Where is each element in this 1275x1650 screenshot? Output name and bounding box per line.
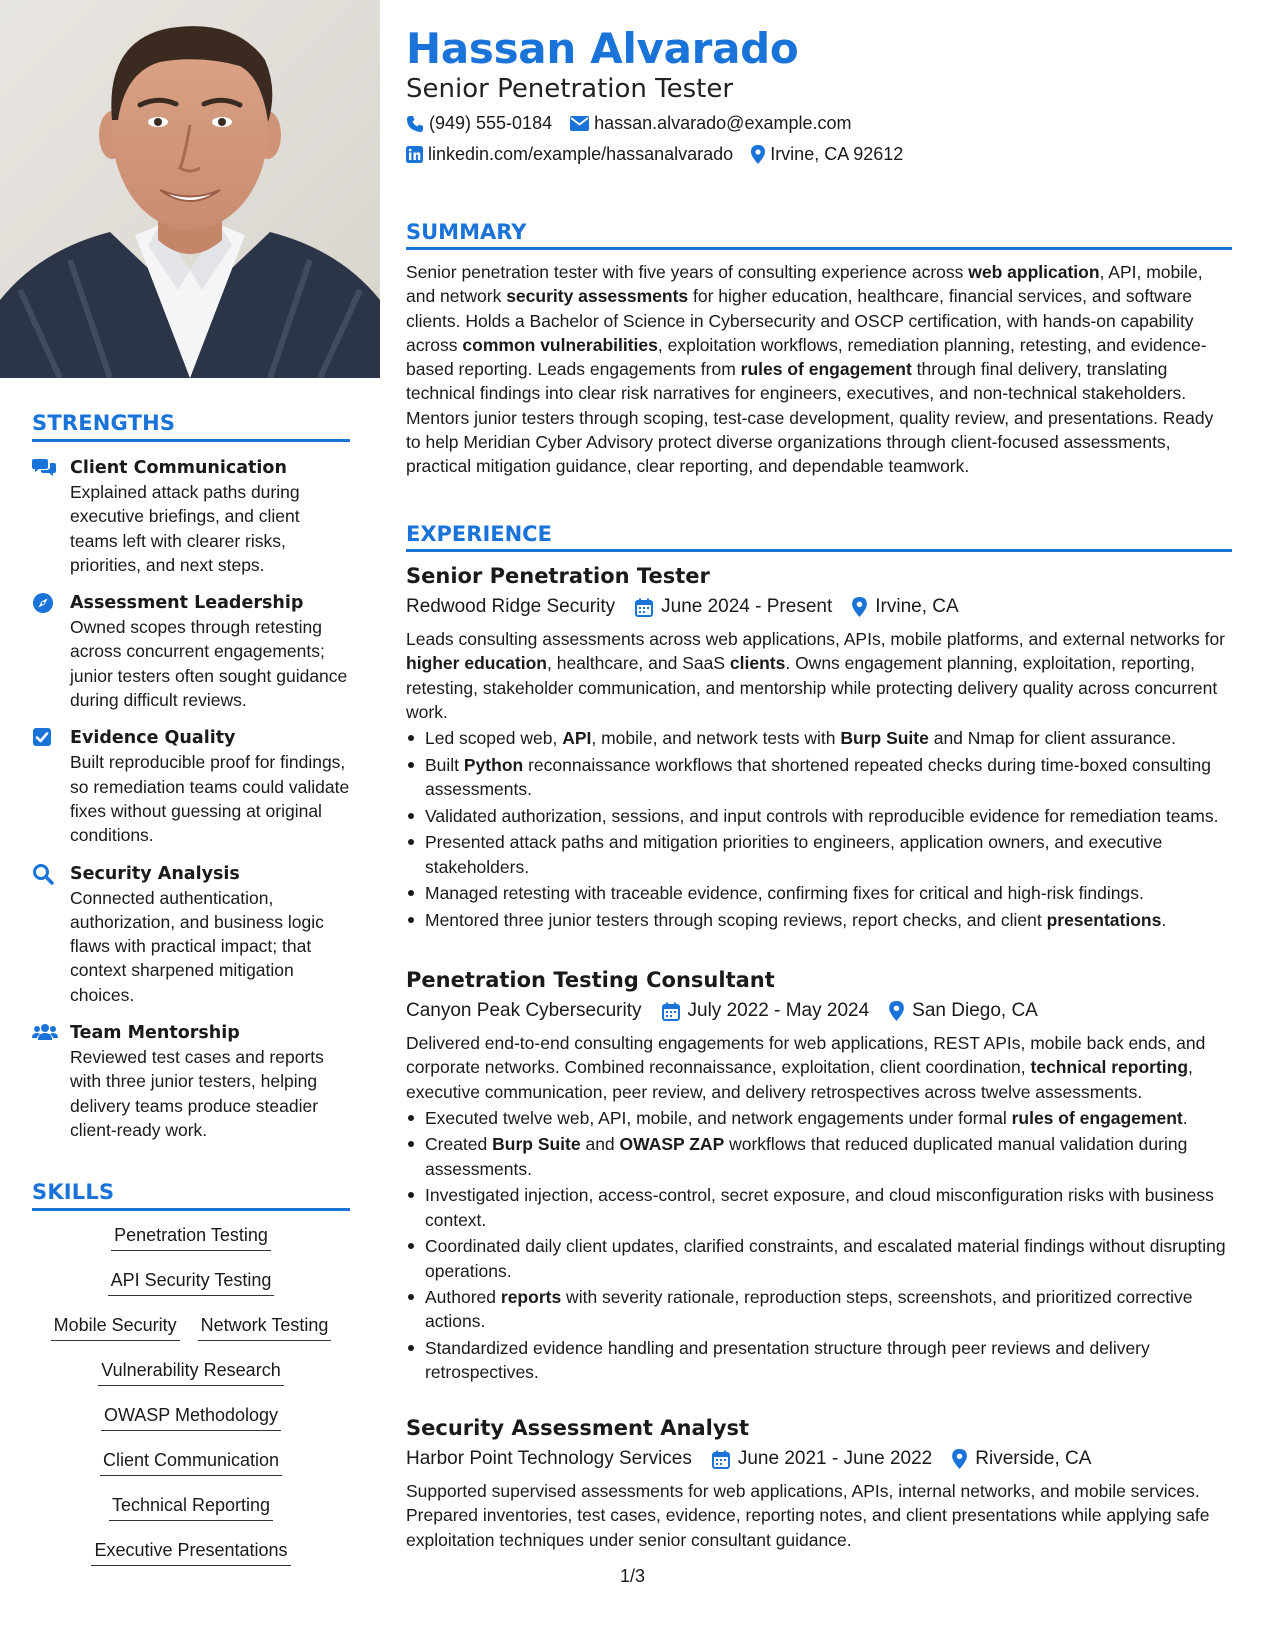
skills-list bbox=[32, 1223, 350, 1583]
phone-text[interactable]: (949) 555-0184 bbox=[429, 113, 553, 133]
skill-tag: Mobile Security bbox=[51, 1313, 180, 1341]
map-pin-icon bbox=[952, 1449, 967, 1469]
linkedin-icon bbox=[406, 146, 423, 163]
strengths-heading: STRENGTHS bbox=[32, 411, 350, 442]
skills-heading: SKILLS bbox=[32, 1180, 350, 1211]
job-description: Supported supervised assessments for web applications, APIs, internal networks, and mobile services. Prepared inventories, test cases, evidence, reporting notes, and client presentations while applying safe exploitation techniques under senior consultant guidance. bbox=[406, 1481, 1210, 1550]
strengths-section bbox=[32, 411, 350, 1142]
skill-tag: Executive Presentations bbox=[91, 1538, 290, 1566]
job-description: Delivered end-to-end consulting engagements for web applications, REST APIs, mobile back ends, and corporate networks. Combined reconnaissance, exploitation, client coordination, technical reporting, executive communication, peer review, and delivery retrospectives across twelve assessments. bbox=[406, 1033, 1206, 1102]
search-icon bbox=[32, 863, 56, 885]
strength-item bbox=[32, 591, 350, 712]
calendar-icon bbox=[712, 1450, 730, 1469]
skill-tag: Technical Reporting bbox=[109, 1493, 273, 1521]
strength-desc: Owned scopes through retesting across concurrent engagements; junior testers often sought guidance during difficult reviews. bbox=[70, 617, 348, 711]
bullet-item: Coordinated daily client updates, clarified constraints, and escalated material findings without disrupting operations. bbox=[406, 1234, 1232, 1283]
strength-title: Client Communication bbox=[70, 458, 287, 478]
linkedin-text[interactable]: linkedin.com/example/hassanalvarado bbox=[428, 144, 734, 164]
bullet-item: Created Burp Suite and OWASP ZAP workflows that reduced duplicated manual validation during assessments. bbox=[406, 1132, 1232, 1181]
bullet-item: Managed retesting with traceable evidence, confirming fixes for critical and high-risk findings. bbox=[406, 881, 1232, 905]
map-pin-icon bbox=[852, 597, 867, 617]
bullet-item: Authored reports with severity rationale, reproduction steps, screenshots, and prioritized corrective actions. bbox=[406, 1285, 1232, 1334]
contact-row bbox=[406, 144, 921, 165]
skill-tag: Vulnerability Research bbox=[98, 1358, 283, 1386]
strength-title: Assessment Leadership bbox=[70, 593, 304, 614]
envelope-icon bbox=[570, 116, 589, 131]
job-location: Riverside, CA bbox=[975, 1448, 1092, 1469]
bullet-item: Investigated injection, access-control, secret exposure, and cloud misconfiguration risks with business context. bbox=[406, 1183, 1232, 1232]
skill-tag: API Security Testing bbox=[108, 1268, 275, 1296]
job-title: Senior Penetration Tester bbox=[406, 564, 710, 588]
job-meta bbox=[406, 1445, 1232, 1473]
bullet-item: Built Python reconnaissance workflows that shortened repeated checks during time-boxed consulting assessments. bbox=[406, 753, 1232, 802]
strength-item bbox=[32, 726, 350, 847]
candidate-title: Senior Penetration Tester bbox=[406, 74, 734, 104]
job-bullets bbox=[406, 1106, 1232, 1385]
strength-item bbox=[32, 862, 350, 1007]
summary-heading: SUMMARY bbox=[406, 220, 1232, 250]
job-title: Security Assessment Analyst bbox=[406, 1416, 750, 1440]
bullet-item: Led scoped web, API, mobile, and network tests with Burp Suite and Nmap for client assurance. bbox=[406, 726, 1232, 750]
email-text[interactable]: hassan.alvarado@example.com bbox=[594, 113, 852, 133]
company-name: Canyon Peak Cybersecurity bbox=[406, 1000, 642, 1021]
calendar-icon bbox=[635, 598, 653, 617]
job-title: Penetration Testing Consultant bbox=[406, 968, 775, 992]
experience-heading: EXPERIENCE bbox=[406, 522, 1232, 552]
company-name: Redwood Ridge Security bbox=[406, 596, 616, 617]
summary-text: Senior penetration tester with five years of consulting experience across web application, API, mobile, and network security assessments for higher education, healthcare, financial services, and software clients. Holds a Bachelor of Science in Cybersecurity and OSCP certification, with hands-on capability across common vulnerabilities, exploitation workflows, remediation planning, retesting, and evidence-based reporting. Leads engagements from rules of engagement through final delivery, translating technical findings into clear risk narratives for engineers, executives, and non-technical stakeholders. Mentors junior testers through scoping, test-case development, quality review, and presentations. Ready to help Meridian Cyber Advisory protect diverse organizations through client-focused assessments, practical mitigation guidance, clear reporting, and dependable teamwork. bbox=[406, 262, 1214, 477]
calendar-icon bbox=[662, 1002, 680, 1021]
strength-item bbox=[32, 456, 350, 577]
page-number: 1/3 bbox=[620, 1566, 646, 1586]
strength-desc: Built reproducible proof for findings, so remediation teams could validate fixes without guessing at original conditions. bbox=[70, 752, 350, 846]
job-entry bbox=[406, 1414, 1232, 1552]
candidate-name: Hassan Alvarado bbox=[406, 24, 799, 73]
location-text: Irvine, CA 92612 bbox=[770, 144, 904, 164]
job-dates: June 2021 - June 2022 bbox=[737, 1448, 933, 1469]
map-pin-icon bbox=[751, 145, 765, 164]
bullet-item: Standardized evidence handling and presentation structure through peer reviews and delivery retrospectives. bbox=[406, 1336, 1232, 1385]
contact-row bbox=[406, 113, 870, 134]
job-bullets bbox=[406, 726, 1232, 932]
job-dates: June 2024 - Present bbox=[661, 596, 833, 617]
strength-title: Evidence Quality bbox=[70, 728, 236, 749]
job-entry bbox=[406, 562, 1232, 934]
sidebar bbox=[0, 0, 380, 1650]
job-description: Leads consulting assessments across web applications, APIs, mobile platforms, and external networks for higher education, healthcare, and SaaS clients. Owns engagement planning, exploitation, reporting, retesting, stakeholder communication, and mentorship while protecting delivery quality across concurrent work. bbox=[406, 629, 1226, 722]
skill-tag: Client Communication bbox=[100, 1448, 282, 1476]
strength-title: Team Mentorship bbox=[70, 1023, 240, 1044]
company-name: Harbor Point Technology Services bbox=[406, 1448, 692, 1469]
job-location: San Diego, CA bbox=[912, 1000, 1038, 1021]
job-meta bbox=[406, 593, 1232, 621]
skill-tag: OWASP Methodology bbox=[101, 1403, 281, 1431]
map-pin-icon bbox=[889, 1001, 904, 1021]
skill-tag: Network Testing bbox=[198, 1313, 332, 1341]
strength-title: Security Analysis bbox=[70, 863, 240, 884]
checkbox-icon bbox=[32, 727, 56, 749]
strength-desc: Connected authentication, authorization, and business logic flaws with practical impact; that context sharpened mitigation choices. bbox=[70, 887, 324, 1005]
skill-tag: Penetration Testing bbox=[111, 1223, 271, 1251]
profile-photo bbox=[0, 0, 380, 378]
job-meta bbox=[406, 997, 1232, 1025]
strength-desc: Reviewed test cases and reports with three junior testers, helping delivery teams produce steadier client-ready work. bbox=[70, 1047, 324, 1140]
users-icon bbox=[32, 1022, 56, 1044]
job-dates: July 2022 - May 2024 bbox=[687, 1000, 870, 1021]
comments-icon bbox=[32, 457, 56, 479]
bullet-item: Mentored three junior testers through scoping reviews, report checks, and client presentations. bbox=[406, 908, 1232, 932]
job-entry bbox=[406, 966, 1232, 1387]
bullet-item: Presented attack paths and mitigation priorities to engineers, application owners, and executive stakeholders. bbox=[406, 830, 1232, 879]
strength-desc: Explained attack paths during executive briefings, and client teams left with clearer risks, priorities, and next steps. bbox=[70, 482, 300, 575]
skills-section bbox=[32, 1180, 350, 1583]
phone-icon bbox=[406, 115, 424, 133]
job-location: Irvine, CA bbox=[875, 596, 959, 617]
bullet-item: Executed twelve web, API, mobile, and network engagements under formal rules of engagement. bbox=[406, 1106, 1232, 1130]
bullet-item: Validated authorization, sessions, and input controls with reproducible evidence for remediation teams. bbox=[406, 804, 1232, 828]
strength-item bbox=[32, 1021, 350, 1142]
compass-icon bbox=[32, 592, 56, 614]
